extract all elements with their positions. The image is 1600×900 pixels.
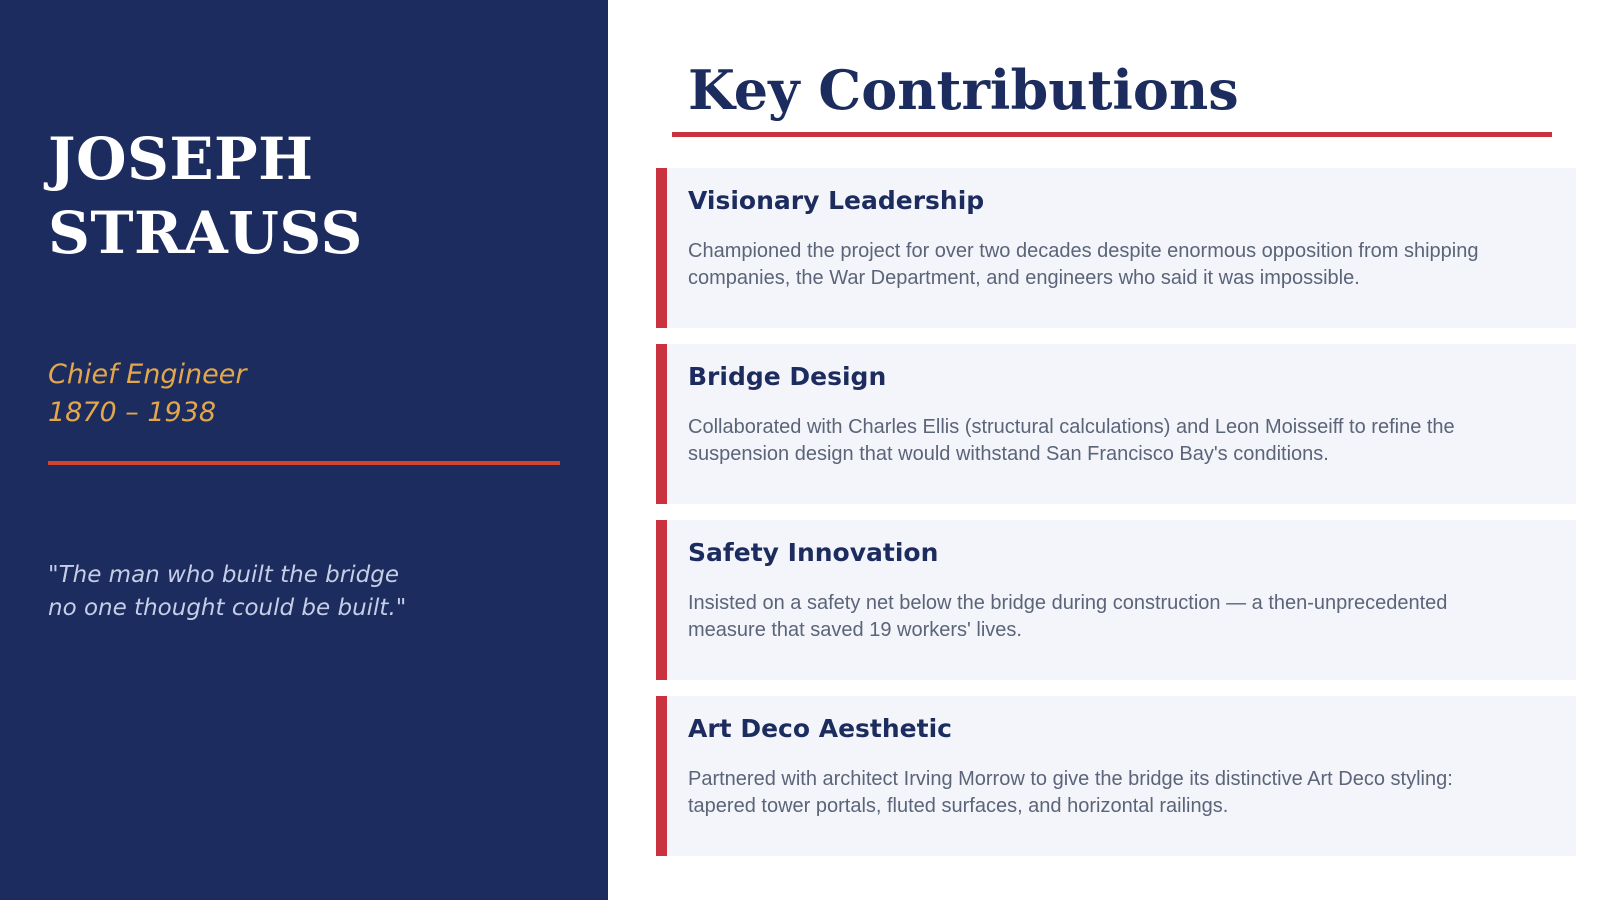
contribution-description: Collaborated with Charles Ellis (structural calculations) and Leon Moisseiff to refine the suspension design that would withstand San Francisco Bay's conditions. — [688, 416, 1455, 465]
contribution-title: Art Deco Aesthetic — [688, 714, 952, 743]
life-years: 1870 – 1938 — [48, 397, 217, 428]
contribution-card — [656, 696, 1576, 856]
person-name — [48, 122, 363, 270]
role-title: Chief Engineer — [48, 359, 247, 390]
role-block — [48, 356, 246, 432]
quote-line-1: "The man who built the bridge — [48, 562, 399, 588]
profile-panel — [0, 0, 608, 900]
person-name-line-1: JOSEPH — [48, 125, 314, 193]
contribution-title: Visionary Leadership — [688, 186, 985, 215]
contribution-card — [656, 168, 1576, 328]
section-title: Key Contributions — [688, 58, 1239, 122]
contributions-list — [656, 168, 1576, 872]
quote-line-2: no one thought could be built." — [48, 595, 407, 621]
contribution-title: Safety Innovation — [688, 538, 939, 567]
title-divider — [672, 132, 1552, 137]
contribution-card — [656, 344, 1576, 504]
profile-divider — [48, 461, 560, 465]
contribution-description: Partnered with architect Irving Morrow to give the bridge its distinctive Art Deco styling: tapered tower portals, fluted surfaces, and horizontal railings. — [688, 768, 1453, 817]
contribution-description: Championed the project for over two decades despite enormous opposition from shipping companies, the War Department, and engineers who said it was impossible. — [688, 240, 1479, 289]
contribution-description: Insisted on a safety net below the bridge during construction — a then-unprecedented measure that saved 19 workers' lives. — [688, 592, 1448, 641]
person-name-line-2: STRAUSS — [48, 199, 363, 267]
contribution-title: Bridge Design — [688, 362, 887, 391]
quote — [48, 559, 406, 625]
contribution-card — [656, 520, 1576, 680]
